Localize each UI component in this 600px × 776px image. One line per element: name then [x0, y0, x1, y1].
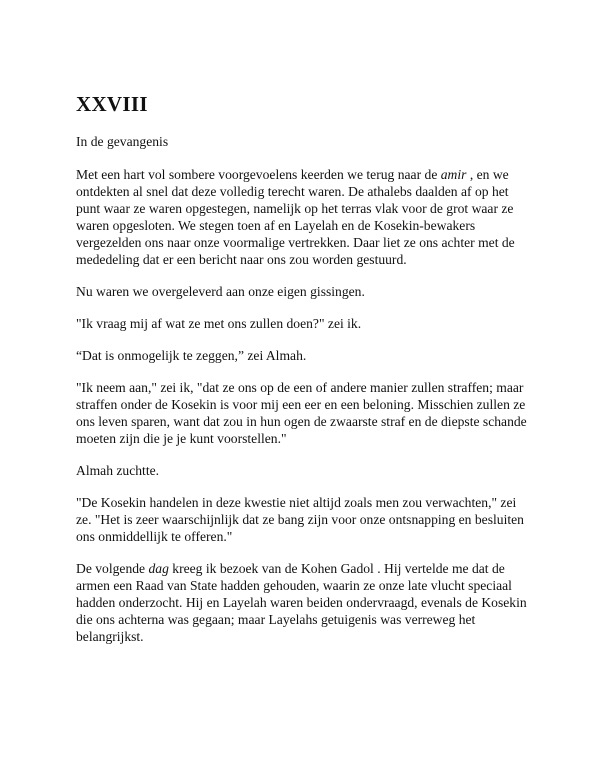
paragraph-3: "Ik vraag mij af wat ze met ons zullen doen?" zei ik. — [76, 316, 362, 331]
paragraph-2: Nu waren we overgeleverd aan onze eigen gissingen. — [76, 284, 365, 299]
paragraph-1 — [76, 166, 534, 268]
paragraph-7: "De Kosekin handelen in deze kwestie niet altijd zoals men zou verwachten," zei ze. "Het is zeer waarschijnlijk dat ze bang zijn voor onze ontsnapping en besluiten ons onmiddellijk te offeren." — [76, 495, 524, 544]
document-page — [76, 92, 534, 660]
paragraph-8-text-a: De volgende — [76, 561, 149, 576]
chapter-subtitle: In de gevangenis — [76, 134, 169, 149]
paragraph-6: Almah zuchtte. — [76, 463, 160, 478]
paragraph-1-text-b: , en we ontdekten al snel dat deze volledig terecht waren. De athalebs daalden af op het punt waar ze waren opgestegen, namelijk op het terras vlak voor de grot waar ze waren opgesloten. We stegen toen af en Layelah en de Kosekin-bewakers vergezelden ons naar onze voormalige vertrekken. Daar liet ze ons achter met de mededeling dat er een bericht naar ons zou worden gestuurd. — [76, 167, 515, 267]
paragraph-8-emphasis: dag — [148, 561, 169, 576]
paragraph-5: "Ik neem aan," zei ik, "dat ze ons op de een of andere manier zullen straffen; maar straffen onder de Kosekin is voor mij een eer en een beloning. Misschien zullen ze ons leven sparen, want dat zou in hun ogen de zwaarste straf en de diepste schande moeten zijn die je je kunt voorstellen." — [76, 380, 527, 446]
chapter-title: XXVIII — [76, 92, 148, 116]
paragraph-8-text-b: kreeg ik bezoek van de Kohen Gadol . Hij vertelde me dat de armen een Raad van State hadden gehouden, waarin ze onze late vlucht speciaal hadden onderzocht. Hij en Layelah waren beiden ondervraagd, evenals de Kosekin die ons achterna was gegaan; maar Layelahs getuigenis was verreweg het belangrijkst. — [76, 561, 527, 644]
paragraph-8 — [76, 560, 534, 645]
paragraph-1-emphasis: amir — [440, 167, 467, 182]
paragraph-4: “Dat is onmogelijk te zeggen,” zei Almah. — [76, 348, 307, 363]
paragraph-1-text-a: Met een hart vol sombere voorgevoelens keerden we terug naar de — [76, 167, 441, 182]
